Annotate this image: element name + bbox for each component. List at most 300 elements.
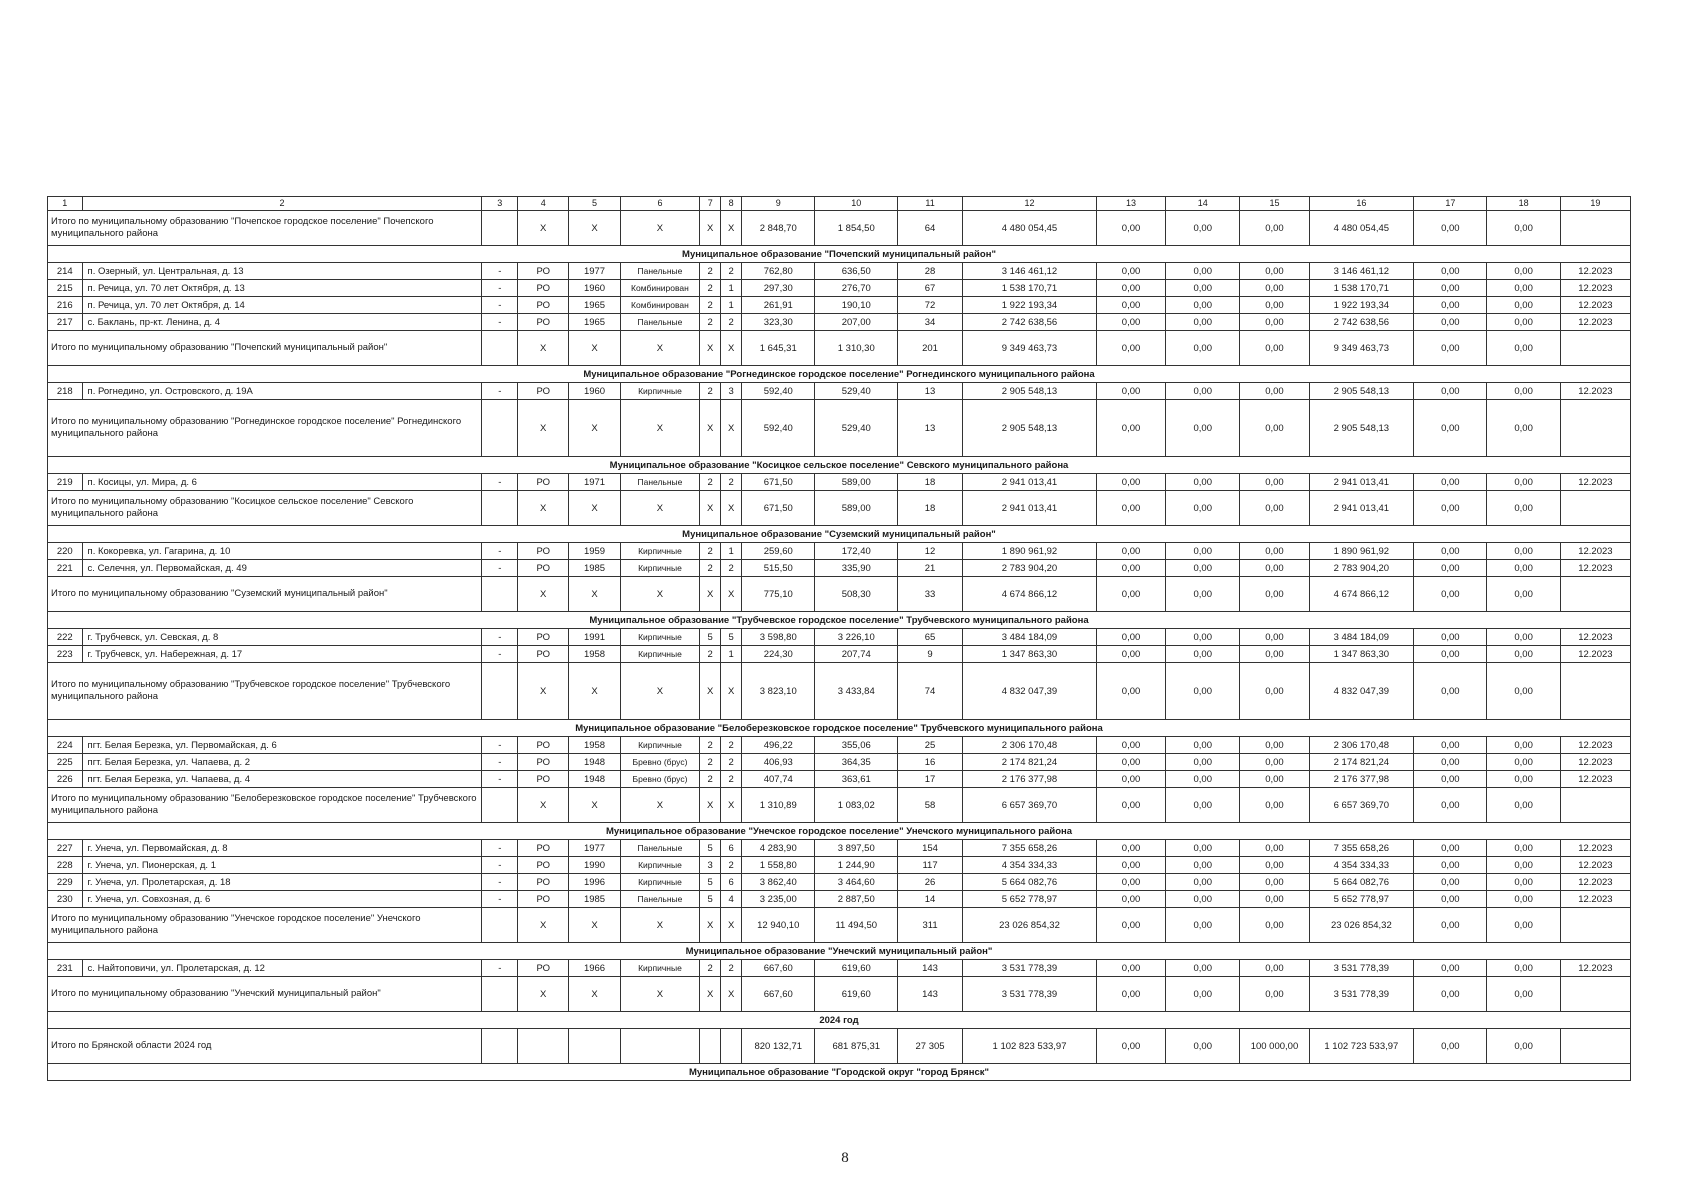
subtotal-row bbox=[48, 977, 1631, 1012]
table-cell: 2 bbox=[700, 383, 721, 400]
table-cell: 335,90 bbox=[815, 560, 898, 577]
total-label: Итого по муниципальному образованию "Почепский муниципальный район" bbox=[48, 331, 482, 366]
row-number: 231 bbox=[48, 960, 83, 977]
table-cell: 0,00 bbox=[1097, 646, 1166, 663]
total-cell: 0,00 bbox=[1487, 491, 1560, 526]
table-cell: 65 bbox=[898, 629, 963, 646]
total-cell bbox=[482, 908, 518, 943]
table-cell: 2 941 013,41 bbox=[963, 474, 1097, 491]
table-cell: 1 bbox=[721, 297, 742, 314]
table-cell: 0,00 bbox=[1487, 646, 1560, 663]
section-heading-row bbox=[48, 823, 1631, 840]
table-cell: 0,00 bbox=[1487, 891, 1560, 908]
total-cell bbox=[1560, 491, 1630, 526]
total-cell: 0,00 bbox=[1166, 977, 1240, 1012]
table-cell: 1977 bbox=[569, 840, 620, 857]
total-cell: 667,60 bbox=[742, 977, 815, 1012]
table-cell: 0,00 bbox=[1414, 646, 1487, 663]
total-cell: 0,00 bbox=[1240, 577, 1309, 612]
table-cell: 25 bbox=[898, 737, 963, 754]
section-heading-row bbox=[48, 612, 1631, 629]
table-cell: - bbox=[482, 857, 518, 874]
table-cell: 154 bbox=[898, 840, 963, 857]
column-number: 16 bbox=[1309, 197, 1414, 211]
table-cell: 0,00 bbox=[1097, 543, 1166, 560]
table-cell: 3 484 184,09 bbox=[963, 629, 1097, 646]
table-cell: 0,00 bbox=[1166, 629, 1240, 646]
total-cell: 775,10 bbox=[742, 577, 815, 612]
total-cell: 9 349 463,73 bbox=[963, 331, 1097, 366]
total-cell: 23 026 854,32 bbox=[963, 908, 1097, 943]
table-cell: 3 bbox=[700, 857, 721, 874]
table-cell: 0,00 bbox=[1166, 857, 1240, 874]
table-cell: 0,00 bbox=[1240, 840, 1309, 857]
table-cell: Кирпичные bbox=[620, 857, 700, 874]
table-cell: 117 bbox=[898, 857, 963, 874]
table-cell: РО bbox=[518, 314, 569, 331]
table-cell: 1 538 170,71 bbox=[963, 280, 1097, 297]
table-cell: 0,00 bbox=[1166, 874, 1240, 891]
table-cell: 26 bbox=[898, 874, 963, 891]
table-cell: 1960 bbox=[569, 383, 620, 400]
table-cell: 1 bbox=[721, 543, 742, 560]
column-number: 13 bbox=[1097, 197, 1166, 211]
table-cell: 0,00 bbox=[1414, 754, 1487, 771]
table-cell: 2 742 638,56 bbox=[1309, 314, 1414, 331]
address-cell: п. Кокоревка, ул. Гагарина, д. 10 bbox=[82, 543, 482, 560]
total-label: Итого по муниципальному образованию "Рогнединское городское поселение" Рогнединского муниципального района bbox=[48, 400, 482, 457]
table-cell: 1 890 961,92 bbox=[1309, 543, 1414, 560]
table-cell: 1 bbox=[721, 646, 742, 663]
table-row bbox=[48, 263, 1631, 280]
total-cell: 0,00 bbox=[1097, 400, 1166, 457]
total-cell: 0,00 bbox=[1414, 211, 1487, 246]
subtotal-row bbox=[48, 908, 1631, 943]
total-cell: 0,00 bbox=[1414, 577, 1487, 612]
total-cell: 508,30 bbox=[815, 577, 898, 612]
table-row bbox=[48, 543, 1631, 560]
row-number: 221 bbox=[48, 560, 83, 577]
total-cell: 0,00 bbox=[1487, 663, 1560, 720]
table-cell: - bbox=[482, 263, 518, 280]
table-cell: 12.2023 bbox=[1560, 474, 1630, 491]
table-cell: Панельные bbox=[620, 263, 700, 280]
address-cell: с. Баклань, пр-кт. Ленина, д. 4 bbox=[82, 314, 482, 331]
total-cell: X bbox=[700, 788, 721, 823]
table-cell: 2 306 170,48 bbox=[963, 737, 1097, 754]
total-cell bbox=[1560, 331, 1630, 366]
total-cell: X bbox=[518, 491, 569, 526]
table-cell: 0,00 bbox=[1240, 737, 1309, 754]
subtotal-row bbox=[48, 491, 1631, 526]
table-cell: 18 bbox=[898, 474, 963, 491]
total-cell: X bbox=[700, 977, 721, 1012]
total-cell: 1 310,89 bbox=[742, 788, 815, 823]
total-label: Итого по муниципальному образованию "Суземский муниципальный район" bbox=[48, 577, 482, 612]
table-cell: 0,00 bbox=[1166, 560, 1240, 577]
table-cell: 0,00 bbox=[1240, 297, 1309, 314]
table-cell: Панельные bbox=[620, 891, 700, 908]
total-cell: 33 bbox=[898, 577, 963, 612]
table-cell: 3 862,40 bbox=[742, 874, 815, 891]
total-label: Итого по муниципальному образованию "Косицкое сельское поселение" Севского муниципального района bbox=[48, 491, 482, 526]
table-cell: 172,40 bbox=[815, 543, 898, 560]
address-cell: с. Найтоповичи, ул. Пролетарская, д. 12 bbox=[82, 960, 482, 977]
table-row bbox=[48, 383, 1631, 400]
total-cell: 681 875,31 bbox=[815, 1029, 898, 1064]
table-cell: - bbox=[482, 840, 518, 857]
total-cell: X bbox=[518, 331, 569, 366]
total-cell bbox=[482, 1029, 518, 1064]
table-cell: 0,00 bbox=[1487, 629, 1560, 646]
table-cell: 2 bbox=[700, 960, 721, 977]
table-cell: 17 bbox=[898, 771, 963, 788]
table-cell: 0,00 bbox=[1166, 297, 1240, 314]
table-cell: 1 558,80 bbox=[742, 857, 815, 874]
table-cell: Комбинирован bbox=[620, 297, 700, 314]
table-cell: Кирпичные bbox=[620, 560, 700, 577]
table-cell: Панельные bbox=[620, 314, 700, 331]
total-label: Итого по Брянской области 2024 год bbox=[48, 1029, 482, 1064]
total-cell: 1 310,30 bbox=[815, 331, 898, 366]
row-number: 215 bbox=[48, 280, 83, 297]
column-number: 2 bbox=[82, 197, 482, 211]
table-row bbox=[48, 754, 1631, 771]
table-cell: 1 347 863,30 bbox=[1309, 646, 1414, 663]
table-cell: 592,40 bbox=[742, 383, 815, 400]
total-cell: 0,00 bbox=[1414, 331, 1487, 366]
total-cell: 23 026 854,32 bbox=[1309, 908, 1414, 943]
total-cell: X bbox=[569, 977, 620, 1012]
row-number: 224 bbox=[48, 737, 83, 754]
table-cell: 0,00 bbox=[1166, 543, 1240, 560]
table-cell: РО bbox=[518, 891, 569, 908]
table-cell: 0,00 bbox=[1487, 297, 1560, 314]
total-cell: 0,00 bbox=[1414, 400, 1487, 457]
table-cell: - bbox=[482, 560, 518, 577]
table-cell: 0,00 bbox=[1487, 280, 1560, 297]
total-cell: 0,00 bbox=[1414, 788, 1487, 823]
total-cell bbox=[1560, 577, 1630, 612]
table-cell: 0,00 bbox=[1097, 383, 1166, 400]
table-body bbox=[48, 197, 1631, 1081]
table-cell: РО bbox=[518, 646, 569, 663]
address-cell: г. Трубчевск, ул. Набережная, д. 17 bbox=[82, 646, 482, 663]
table-cell: - bbox=[482, 383, 518, 400]
table-cell: РО bbox=[518, 960, 569, 977]
total-cell: 0,00 bbox=[1097, 788, 1166, 823]
table-cell: 406,93 bbox=[742, 754, 815, 771]
table-cell: 6 bbox=[721, 840, 742, 857]
table-cell: 5 bbox=[721, 629, 742, 646]
table-cell: - bbox=[482, 629, 518, 646]
total-cell: 0,00 bbox=[1487, 577, 1560, 612]
table-cell: 0,00 bbox=[1414, 840, 1487, 857]
table-cell: 3 598,80 bbox=[742, 629, 815, 646]
table-cell: 297,30 bbox=[742, 280, 815, 297]
total-cell: X bbox=[620, 663, 700, 720]
total-cell: 0,00 bbox=[1487, 331, 1560, 366]
table-cell: 0,00 bbox=[1097, 891, 1166, 908]
table-row bbox=[48, 646, 1631, 663]
table-cell: Панельные bbox=[620, 840, 700, 857]
table-cell: 515,50 bbox=[742, 560, 815, 577]
column-number: 17 bbox=[1414, 197, 1487, 211]
table-cell: 207,74 bbox=[815, 646, 898, 663]
row-number: 223 bbox=[48, 646, 83, 663]
table-cell: 762,80 bbox=[742, 263, 815, 280]
table-row bbox=[48, 280, 1631, 297]
table-cell: 7 355 658,26 bbox=[1309, 840, 1414, 857]
table-cell: РО bbox=[518, 263, 569, 280]
table-row bbox=[48, 297, 1631, 314]
table-cell: 589,00 bbox=[815, 474, 898, 491]
table-cell: 2 bbox=[700, 754, 721, 771]
table-cell: - bbox=[482, 771, 518, 788]
total-cell: 0,00 bbox=[1240, 908, 1309, 943]
row-number: 227 bbox=[48, 840, 83, 857]
table-cell: 0,00 bbox=[1240, 857, 1309, 874]
table-cell: 0,00 bbox=[1487, 543, 1560, 560]
table-cell: 207,00 bbox=[815, 314, 898, 331]
total-cell: X bbox=[700, 491, 721, 526]
table-cell: 1948 bbox=[569, 771, 620, 788]
table-cell: 0,00 bbox=[1166, 263, 1240, 280]
table-cell: Кирпичные bbox=[620, 960, 700, 977]
total-cell bbox=[620, 1029, 700, 1064]
table-cell: 0,00 bbox=[1097, 771, 1166, 788]
table-cell: 2 905 548,13 bbox=[963, 383, 1097, 400]
column-number-row bbox=[48, 197, 1631, 211]
table-cell: 1 244,90 bbox=[815, 857, 898, 874]
table-cell: 0,00 bbox=[1240, 960, 1309, 977]
table-cell: 636,50 bbox=[815, 263, 898, 280]
row-number: 217 bbox=[48, 314, 83, 331]
total-cell: X bbox=[721, 400, 742, 457]
total-cell: X bbox=[569, 663, 620, 720]
table-cell: 2 783 904,20 bbox=[963, 560, 1097, 577]
total-cell: 0,00 bbox=[1240, 663, 1309, 720]
total-cell: 0,00 bbox=[1487, 211, 1560, 246]
address-cell: г. Унеча, ул. Совхозная, д. 6 bbox=[82, 891, 482, 908]
table-cell: 1977 bbox=[569, 263, 620, 280]
total-cell bbox=[1560, 400, 1630, 457]
table-cell: - bbox=[482, 543, 518, 560]
table-cell: 3 531 778,39 bbox=[1309, 960, 1414, 977]
table-row bbox=[48, 857, 1631, 874]
table-cell: РО bbox=[518, 383, 569, 400]
address-cell: пгт. Белая Березка, ул. Чапаева, д. 2 bbox=[82, 754, 482, 771]
table-cell: 0,00 bbox=[1097, 754, 1166, 771]
table-cell: 12.2023 bbox=[1560, 891, 1630, 908]
table-cell: 2 174 821,24 bbox=[1309, 754, 1414, 771]
total-cell: 13 bbox=[898, 400, 963, 457]
row-number: 230 bbox=[48, 891, 83, 908]
table-cell: РО bbox=[518, 297, 569, 314]
grand-total-row bbox=[48, 1029, 1631, 1064]
total-cell: 0,00 bbox=[1487, 1029, 1560, 1064]
table-cell: 67 bbox=[898, 280, 963, 297]
table-cell: 12.2023 bbox=[1560, 737, 1630, 754]
total-cell: 1 083,02 bbox=[815, 788, 898, 823]
table-cell: 2 bbox=[700, 560, 721, 577]
table-cell: 3 146 461,12 bbox=[1309, 263, 1414, 280]
column-number: 8 bbox=[721, 197, 742, 211]
table-row bbox=[48, 560, 1631, 577]
total-cell: X bbox=[518, 788, 569, 823]
column-number: 11 bbox=[898, 197, 963, 211]
page-number: 8 bbox=[841, 1150, 849, 1166]
table-cell: 2 306 170,48 bbox=[1309, 737, 1414, 754]
total-cell: 0,00 bbox=[1414, 663, 1487, 720]
table-cell: 4 bbox=[721, 891, 742, 908]
address-cell: г. Унеча, ул. Первомайская, д. 8 bbox=[82, 840, 482, 857]
table-cell: 12.2023 bbox=[1560, 560, 1630, 577]
total-cell: X bbox=[518, 211, 569, 246]
total-cell: 9 349 463,73 bbox=[1309, 331, 1414, 366]
table-cell: 496,22 bbox=[742, 737, 815, 754]
table-cell: 1965 bbox=[569, 297, 620, 314]
total-cell: 0,00 bbox=[1240, 977, 1309, 1012]
total-cell: 2 905 548,13 bbox=[1309, 400, 1414, 457]
table-cell: РО bbox=[518, 280, 569, 297]
table-cell: 5 bbox=[700, 840, 721, 857]
row-number: 229 bbox=[48, 874, 83, 891]
table-cell: 2 176 377,98 bbox=[963, 771, 1097, 788]
row-number: 216 bbox=[48, 297, 83, 314]
table-cell: - bbox=[482, 874, 518, 891]
table-cell: 0,00 bbox=[1240, 314, 1309, 331]
total-label: Итого по муниципальному образованию "Белоберезковское городское поселение" Трубчевского муниципального района bbox=[48, 788, 482, 823]
total-cell: X bbox=[518, 977, 569, 1012]
total-cell: 0,00 bbox=[1097, 977, 1166, 1012]
table-cell: 323,30 bbox=[742, 314, 815, 331]
section-title: 2024 год bbox=[48, 1012, 1631, 1029]
total-cell: 0,00 bbox=[1487, 788, 1560, 823]
table-cell: 0,00 bbox=[1240, 263, 1309, 280]
row-number: 219 bbox=[48, 474, 83, 491]
table-cell: 12.2023 bbox=[1560, 297, 1630, 314]
table-cell: 4 354 334,33 bbox=[963, 857, 1097, 874]
column-number: 15 bbox=[1240, 197, 1309, 211]
table-cell: 0,00 bbox=[1240, 474, 1309, 491]
table-cell: 2 bbox=[700, 737, 721, 754]
table-cell: 1996 bbox=[569, 874, 620, 891]
table-cell: 0,00 bbox=[1166, 840, 1240, 857]
table-cell: РО bbox=[518, 474, 569, 491]
total-cell bbox=[482, 331, 518, 366]
total-cell: X bbox=[700, 908, 721, 943]
total-cell: 0,00 bbox=[1097, 663, 1166, 720]
total-cell: X bbox=[620, 977, 700, 1012]
table-cell: 0,00 bbox=[1166, 891, 1240, 908]
total-cell: 0,00 bbox=[1166, 908, 1240, 943]
row-number: 228 bbox=[48, 857, 83, 874]
address-cell: п. Речица, ул. 70 лет Октября, д. 14 bbox=[82, 297, 482, 314]
section-title: Муниципальное образование "Унечское городское поселение" Унечского муниципального района bbox=[48, 823, 1631, 840]
table-cell: 3 146 461,12 bbox=[963, 263, 1097, 280]
total-cell: X bbox=[620, 908, 700, 943]
table-cell: 0,00 bbox=[1240, 874, 1309, 891]
total-cell: 12 940,10 bbox=[742, 908, 815, 943]
table-cell: 2 bbox=[700, 646, 721, 663]
section-title: Муниципальное образование "Почепский муниципальный район" bbox=[48, 246, 1631, 263]
table-cell: Кирпичные bbox=[620, 737, 700, 754]
total-cell: X bbox=[700, 211, 721, 246]
table-cell: 12.2023 bbox=[1560, 543, 1630, 560]
table-cell: 1965 bbox=[569, 314, 620, 331]
total-cell: X bbox=[721, 788, 742, 823]
table-cell: 0,00 bbox=[1166, 383, 1240, 400]
table-cell: 2 bbox=[700, 280, 721, 297]
column-number: 5 bbox=[569, 197, 620, 211]
total-cell: 619,60 bbox=[815, 977, 898, 1012]
total-cell: X bbox=[620, 400, 700, 457]
total-cell: X bbox=[721, 331, 742, 366]
table-cell: 0,00 bbox=[1487, 314, 1560, 331]
address-cell: г. Трубчевск, ул. Севская, д. 8 bbox=[82, 629, 482, 646]
table-cell: 0,00 bbox=[1240, 891, 1309, 908]
row-number: 220 bbox=[48, 543, 83, 560]
table-cell: 12.2023 bbox=[1560, 771, 1630, 788]
table-cell: 28 bbox=[898, 263, 963, 280]
table-cell: - bbox=[482, 646, 518, 663]
table-cell: 0,00 bbox=[1414, 737, 1487, 754]
total-cell: 2 941 013,41 bbox=[1309, 491, 1414, 526]
total-cell: X bbox=[569, 577, 620, 612]
table-cell: 0,00 bbox=[1097, 297, 1166, 314]
table-cell: 0,00 bbox=[1414, 297, 1487, 314]
total-cell: X bbox=[721, 908, 742, 943]
table-cell: 2 bbox=[721, 857, 742, 874]
table-cell: 407,74 bbox=[742, 771, 815, 788]
table-cell: 12.2023 bbox=[1560, 874, 1630, 891]
table-cell: 0,00 bbox=[1166, 960, 1240, 977]
total-cell: X bbox=[721, 663, 742, 720]
table-cell: 0,00 bbox=[1097, 629, 1166, 646]
total-cell: 3 823,10 bbox=[742, 663, 815, 720]
total-cell: 3 531 778,39 bbox=[963, 977, 1097, 1012]
table-cell: 0,00 bbox=[1487, 474, 1560, 491]
table-cell: 190,10 bbox=[815, 297, 898, 314]
total-cell bbox=[1560, 977, 1630, 1012]
table-cell: 276,70 bbox=[815, 280, 898, 297]
section-title: Муниципальное образование "Унечский муниципальный район" bbox=[48, 943, 1631, 960]
total-cell: 0,00 bbox=[1166, 491, 1240, 526]
table-cell: 2 bbox=[700, 297, 721, 314]
total-cell: 0,00 bbox=[1414, 491, 1487, 526]
table-row bbox=[48, 771, 1631, 788]
total-cell: X bbox=[518, 663, 569, 720]
total-cell: 0,00 bbox=[1166, 663, 1240, 720]
table-row bbox=[48, 874, 1631, 891]
total-cell: 2 941 013,41 bbox=[963, 491, 1097, 526]
table-cell: 0,00 bbox=[1166, 646, 1240, 663]
total-cell: X bbox=[569, 211, 620, 246]
table-cell: 5 bbox=[700, 891, 721, 908]
total-cell: X bbox=[721, 211, 742, 246]
column-number: 10 bbox=[815, 197, 898, 211]
total-cell: 529,40 bbox=[815, 400, 898, 457]
table-cell: 0,00 bbox=[1414, 280, 1487, 297]
table-cell: 14 bbox=[898, 891, 963, 908]
table-cell: РО bbox=[518, 874, 569, 891]
table-cell: 3 bbox=[721, 383, 742, 400]
total-cell bbox=[1560, 908, 1630, 943]
table-cell: - bbox=[482, 474, 518, 491]
table-cell: 0,00 bbox=[1166, 771, 1240, 788]
total-cell: X bbox=[620, 577, 700, 612]
